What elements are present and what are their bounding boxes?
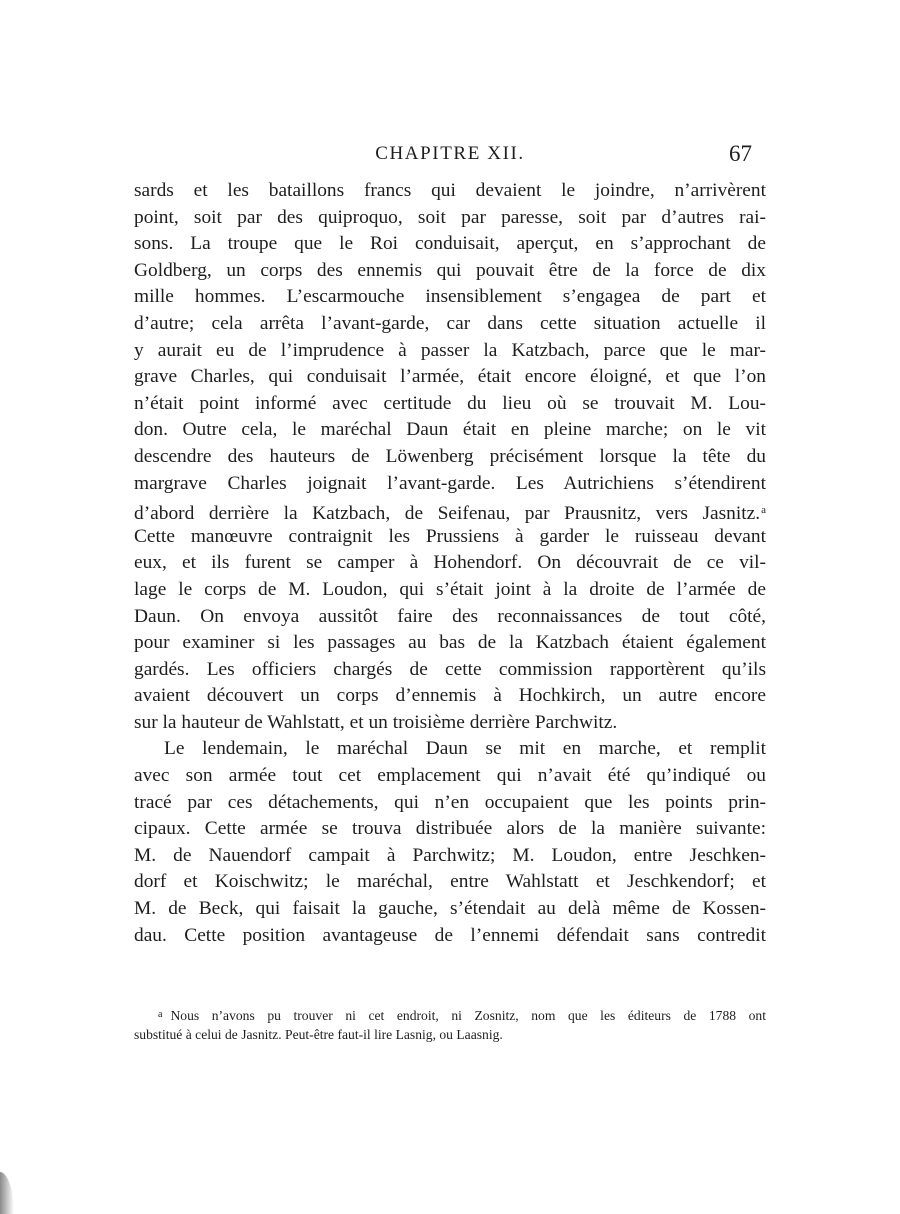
text-line-content: d’abord derrière la Katzbach, de Seifenau, par Prausnitz, vers Jasnitz. (134, 503, 761, 524)
footnote (134, 1005, 766, 1045)
text-line: mille hommes. L’escarmouche insensiblement s’engagea de part et (134, 286, 766, 308)
footnote-line (134, 1005, 766, 1025)
text-line: Cette manœuvre contraignit les Prussiens à garder le ruisseau devant (134, 525, 766, 547)
text-line: M. de Beck, qui faisait la gauche, s’étendait au delà même de Kossen- (134, 898, 766, 920)
text-line: y aurait eu de l’imprudence à passer la Katzbach, parce que le mar- (134, 339, 766, 361)
text-line: don. Outre cela, le maréchal Daun était en pleine marche; on le vit (134, 419, 766, 441)
footnote-text: Nous n’avons pu trouver ni cet endroit, ni Zosnitz, nom que les éditeurs de 1788 ont (170, 1008, 766, 1023)
paragraph-start-line: Le lendemain, le maréchal Daun se mit en marche, et remplit (164, 738, 766, 760)
page-edge-shadow (0, 1172, 14, 1214)
text-line: M. de Nauendorf campait à Parchwitz; M. Loudon, entre Jeschken- (134, 844, 766, 866)
text-line: pour examiner si les passages au bas de la Katzbach étaient également (134, 632, 766, 654)
text-line: cipaux. Cette armée se trouva distribuée alors de la manière suivante: (134, 818, 766, 840)
text-line-with-footnote (134, 497, 766, 524)
text-line: descendre des hauteurs de Löwenberg précisément lorsque la tête du (134, 445, 766, 467)
chapter-title: CHAPITRE XII. (375, 143, 525, 164)
footnote-reference: a (761, 504, 766, 517)
text-line: Daun. On envoya aussitôt faire des reconnaissances de tout côté, (134, 605, 766, 627)
text-line: sons. La troupe que le Roi conduisait, aperçut, en s’approchant de (134, 233, 766, 255)
text-line: d’autre; cela arrêta l’avant-garde, car dans cette situation actuelle il (134, 312, 766, 334)
text-line: dorf et Koischwitz; le maréchal, entre Wahlstatt et Jeschkendorf; et (134, 871, 766, 893)
text-line: gardés. Les officiers chargés de cette commission rapportèrent qu’ils (134, 658, 766, 680)
footnote-marker: a (158, 1009, 163, 1020)
text-line: n’était point informé avec certitude du lieu où se trouvait M. Lou- (134, 392, 766, 414)
text-line: Goldberg, un corps des ennemis qui pouvait être de la force de dix (134, 259, 766, 281)
text-line: avaient découvert un corps d’ennemis à Hochkirch, un autre encore (134, 685, 766, 707)
running-head (134, 143, 766, 173)
text-line: margrave Charles joignait l’avant-garde. Les Autrichiens s’étendirent (134, 472, 766, 494)
text-line: point, soit par des quiproquo, soit par paresse, soit par d’autres rai- (134, 206, 766, 228)
text-line: avec son armée tout cet emplacement qui n’avait été qu’indiqué ou (134, 765, 766, 787)
text-line: grave Charles, qui conduisait l’armée, était encore éloigné, et que l’on (134, 366, 766, 388)
text-line: sards et les bataillons francs qui devaient le joindre, n’arrivèrent (134, 180, 766, 201)
body-text (134, 178, 766, 949)
page-number: 67 (729, 141, 752, 166)
text-line: eux, et ils furent se camper à Hohendorf. On découvrait de ce vil- (134, 552, 766, 574)
footnote-line: substitué à celui de Jasnitz. Peut-être faut-il lire Lasnig, ou Laasnig. (134, 1027, 503, 1042)
text-line: lage le corps de M. Loudon, qui s’était joint à la droite de l’armée de (134, 578, 766, 600)
text-line: dau. Cette position avantageuse de l’ennemi défendait sans contredit (134, 924, 766, 946)
text-line: sur la hauteur de Wahlstatt, et un troisième derrière Parchwitz. (134, 711, 618, 733)
text-line: tracé par ces détachements, qui n’en occupaient que les points prin- (134, 791, 766, 813)
